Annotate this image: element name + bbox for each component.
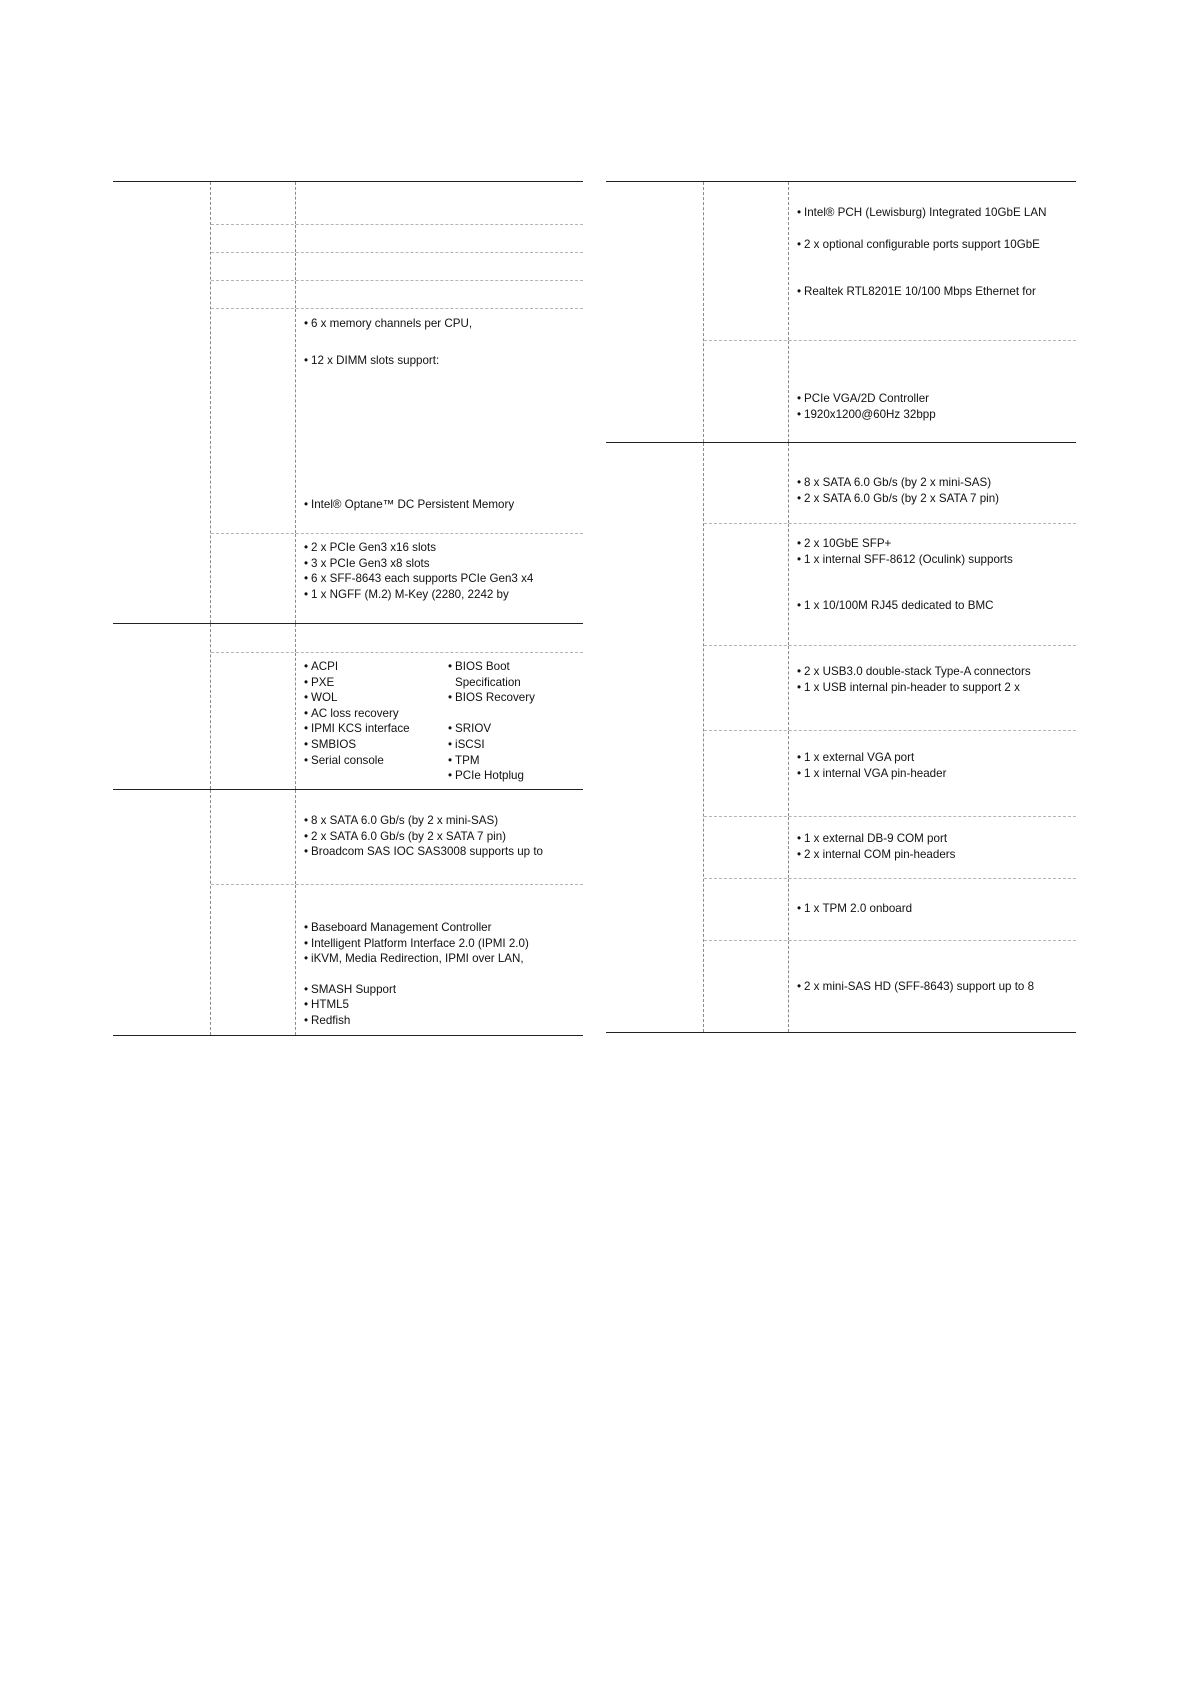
vga-item: • 1 x external VGA port	[797, 750, 1070, 766]
category-cell	[606, 443, 704, 1032]
subcategory-cell	[211, 790, 296, 884]
vga-content	[789, 731, 1076, 816]
bios-feature: • TPM	[448, 753, 535, 769]
subcategory-cell	[704, 941, 789, 1032]
category-cell	[606, 182, 704, 442]
spec-row	[211, 624, 583, 653]
spec-table-right	[606, 181, 1076, 1033]
bios-feature: • iSCSI	[448, 737, 535, 753]
spec-row-management	[211, 885, 583, 1035]
minisas-content	[789, 941, 1076, 1032]
subcategory-cell	[211, 534, 296, 623]
spec-table-left	[113, 181, 583, 1036]
spec-row-io-storage	[704, 443, 1076, 524]
management-item: • SMASH Support	[304, 982, 577, 998]
subcategory-cell	[211, 281, 296, 308]
category-cell	[113, 790, 211, 1035]
spec-content	[296, 624, 583, 652]
graphics-item: • 1920x1200@60Hz 32bpp	[797, 407, 1070, 423]
group-storage-management	[113, 790, 583, 1036]
management-item: • iKVM, Media Redirection, IPMI over LAN,	[304, 951, 577, 967]
bios-feature: • WOL	[304, 690, 448, 706]
bios-feature: • AC loss recovery	[304, 706, 448, 722]
spec-row-serial	[704, 817, 1076, 879]
management-item: • Baseboard Management Controller	[304, 920, 577, 936]
bios-feature: • SRIOV	[448, 721, 535, 737]
io-network-content	[789, 524, 1076, 645]
management-content	[296, 885, 583, 1035]
io-network-item: • 2 x 10GbE SFP+	[797, 536, 1070, 552]
lan-content	[789, 182, 1076, 340]
group-io	[606, 443, 1076, 1033]
lan-item: • Realtek RTL8201E 10/100 Mbps Ethernet for	[797, 284, 1070, 300]
group-bios	[113, 624, 583, 790]
spec-row-minisas	[704, 941, 1076, 1032]
subcategory-cell	[211, 624, 296, 652]
spec-row	[211, 225, 583, 253]
expansion-item: • 6 x SFF-8643 each supports PCIe Gen3 x4	[304, 571, 577, 587]
storage-content	[296, 790, 583, 884]
spec-row	[211, 253, 583, 281]
spec-content	[296, 182, 583, 224]
spec-row	[211, 182, 583, 225]
memory-content	[296, 309, 583, 533]
bios-feature-continuation: Specification	[455, 675, 521, 689]
minisas-item: • 2 x mini-SAS HD (SFF-8643) support up to 8	[797, 979, 1070, 995]
usb-content	[789, 646, 1076, 730]
spec-row-storage	[211, 790, 583, 885]
graphics-item: • PCIe VGA/2D Controller	[797, 391, 1070, 407]
subcategory-cell	[211, 182, 296, 224]
spec-row-usb	[704, 646, 1076, 731]
storage-item: • 2 x SATA 6.0 Gb/s (by 2 x SATA 7 pin)	[304, 829, 577, 845]
management-item: • HTML5	[304, 997, 577, 1013]
subcategory-cell	[704, 646, 789, 730]
spec-row-vga	[704, 731, 1076, 817]
spec-row-memory	[211, 309, 583, 534]
category-cell	[113, 182, 211, 623]
subcategory-cell	[211, 885, 296, 1035]
memory-item: • Intel® Optane™ DC Persistent Memory	[304, 497, 577, 513]
bios-feature: • Serial console	[304, 753, 448, 769]
subcategory-cell	[211, 253, 296, 280]
spec-row-bios-features	[211, 653, 583, 789]
spec-row-io-network	[704, 524, 1076, 646]
spec-row	[211, 281, 583, 309]
bios-feature: • BIOS Boot	[448, 659, 535, 675]
subcategory-cell	[704, 341, 789, 442]
group-network-display	[606, 181, 1076, 443]
graphics-content	[789, 341, 1076, 442]
bios-feature: • ACPI	[304, 659, 448, 675]
spec-content	[296, 281, 583, 308]
expansion-item: • 2 x PCIe Gen3 x16 slots	[304, 540, 577, 556]
management-item: • Intelligent Platform Interface 2.0 (IPMI 2.0)	[304, 936, 577, 952]
subcategory-cell	[704, 443, 789, 523]
subcategory-cell	[211, 653, 296, 789]
subcategory-cell	[211, 225, 296, 252]
bios-feature: • SMBIOS	[304, 737, 448, 753]
subcategory-cell	[211, 309, 296, 533]
subcategory-cell	[704, 817, 789, 878]
subcategory-cell	[704, 879, 789, 940]
bios-feature: • PCIe Hotplug	[448, 768, 535, 784]
storage-item: • Broadcom SAS IOC SAS3008 supports up to	[304, 844, 577, 860]
tpm-content	[789, 879, 1076, 940]
usb-item: • 2 x USB3.0 double-stack Type-A connectors	[797, 664, 1070, 680]
io-storage-content	[789, 443, 1076, 523]
bios-feature: • BIOS Recovery	[448, 690, 535, 706]
usb-item: • 1 x USB internal pin-header to support 2 x	[797, 680, 1070, 696]
subcategory-cell	[704, 524, 789, 645]
expansion-item: • 1 x NGFF (M.2) M-Key (2280, 2242 by	[304, 587, 577, 603]
bios-feature-spacer	[448, 706, 535, 722]
expansion-content	[296, 534, 583, 623]
spec-row-lan	[704, 182, 1076, 341]
storage-item: • 8 x SATA 6.0 Gb/s (by 2 x mini-SAS)	[304, 813, 577, 829]
serial-item: • 2 x internal COM pin-headers	[797, 847, 1070, 863]
spec-row-tpm	[704, 879, 1076, 941]
io-network-item: • 1 x 10/100M RJ45 dedicated to BMC	[797, 598, 1070, 614]
tpm-item: • 1 x TPM 2.0 onboard	[797, 901, 1070, 917]
io-storage-item: • 2 x SATA 6.0 Gb/s (by 2 x SATA 7 pin)	[797, 491, 1070, 507]
serial-item: • 1 x external DB-9 COM port	[797, 831, 1070, 847]
spec-row-graphics	[704, 341, 1076, 442]
lan-item: • Intel® PCH (Lewisburg) Integrated 10GbE LAN	[797, 205, 1070, 221]
spec-content	[296, 225, 583, 252]
io-network-item: • 1 x internal SFF-8612 (Oculink) supports	[797, 552, 1070, 568]
memory-item: • 12 x DIMM slots support:	[304, 353, 577, 369]
io-storage-item: • 8 x SATA 6.0 Gb/s (by 2 x mini-SAS)	[797, 475, 1070, 491]
lan-item: • 2 x optional configurable ports support 10GbE	[797, 237, 1070, 253]
spec-row-expansion	[211, 534, 583, 623]
category-cell	[113, 624, 211, 789]
bios-feature: • IPMI KCS interface	[304, 721, 448, 737]
subcategory-cell	[704, 731, 789, 816]
bios-feature: • PXE	[304, 675, 448, 691]
memory-item: • 6 x memory channels per CPU,	[304, 316, 577, 332]
subcategory-cell	[704, 182, 789, 340]
spec-content	[296, 253, 583, 280]
management-item: • Redfish	[304, 1013, 577, 1029]
serial-content	[789, 817, 1076, 878]
group-system	[113, 181, 583, 624]
expansion-item: • 3 x PCIe Gen3 x8 slots	[304, 556, 577, 572]
bios-features-content	[296, 653, 583, 789]
vga-item: • 1 x internal VGA pin-header	[797, 766, 1070, 782]
